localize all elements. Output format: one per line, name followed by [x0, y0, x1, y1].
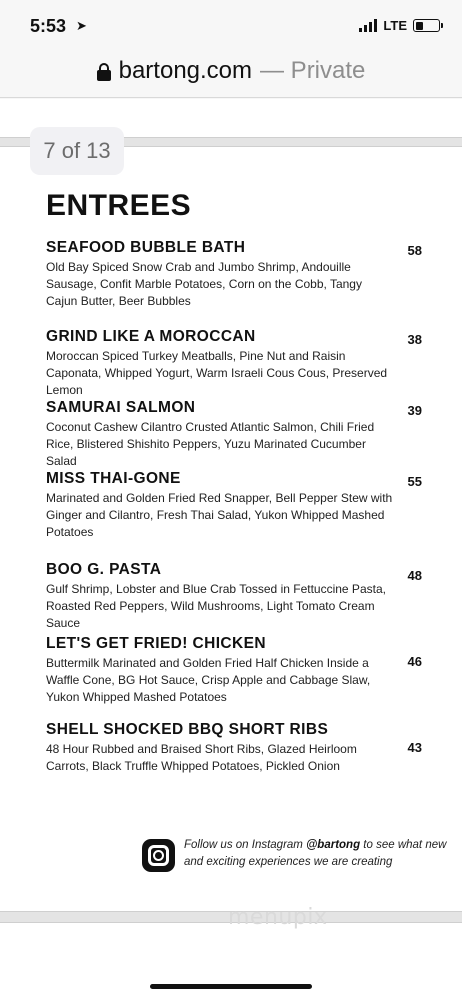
item-description: Gulf Shrimp, Lobster and Blue Crab Tossed in Fettuccine Pasta, Roasted Red Peppers, Wild Mushrooms, Light Tomato Cream Sauce [46, 582, 386, 630]
private-mode-label: — Private [260, 56, 366, 84]
menu-page[interactable] [0, 99, 462, 1000]
menu-item [46, 399, 436, 470]
instagram-promo[interactable] [142, 837, 452, 877]
item-price: 43 [407, 740, 422, 755]
item-price: 58 [407, 243, 422, 258]
item-price: 46 [407, 654, 422, 669]
item-description: Marinated and Golden Fried Red Snapper, Bell Pepper Stew with Ginger and Cilantro, Fresh Thai Salad, Yukon Whipped Mashed Potatoes [46, 491, 393, 539]
menu-item [46, 721, 436, 775]
item-name: GRIND LIKE A MOROCCAN [46, 328, 256, 345]
item-name: BOO G. PASTA [46, 561, 162, 578]
item-name: SAMURAI SALMON [46, 399, 196, 416]
section-heading: ENTREES [46, 189, 192, 222]
battery-level [416, 22, 424, 30]
instagram-icon[interactable] [142, 839, 175, 872]
status-indicators [359, 18, 440, 33]
item-name: SHELL SHOCKED BBQ SHORT RIBS [46, 721, 329, 738]
menu-item [46, 239, 436, 310]
home-indicator[interactable] [150, 984, 312, 989]
item-price: 39 [407, 403, 422, 418]
url-domain: bartong.com [118, 56, 253, 84]
item-description: Coconut Cashew Cilantro Crusted Atlantic Salmon, Chili Fried Rice, Blistered Shishito Peppers, Yuzu Marinated Cucumber Salad [46, 420, 375, 468]
instagram-handle[interactable]: @bartong [306, 839, 361, 851]
item-description: Moroccan Spiced Turkey Meatballs, Pine Nut and Raisin Caponata, Whipped Yogurt, Warm Israeli Cous Cous, Preserved Lemon [46, 349, 388, 397]
address-bar[interactable] [0, 44, 462, 98]
item-description: 48 Hour Rubbed and Braised Short Ribs, Glazed Heirloom Carrots, Black Truffle Whipped Potatoes, Pickled Onion [46, 742, 357, 773]
menu-item [46, 470, 436, 541]
signal-bars-icon [359, 19, 377, 32]
item-price: 48 [407, 568, 422, 583]
menu-item [46, 561, 436, 632]
item-price: 38 [407, 332, 422, 347]
page-counter: 7 of 13 [30, 127, 124, 175]
lock-icon [97, 63, 111, 81]
battery-icon [413, 19, 440, 32]
item-name: MISS THAI-GONE [46, 470, 181, 487]
item-description: Old Bay Spiced Snow Crab and Jumbo Shrimp, Andouille Sausage, Confit Marble Potatoes, Corn on the Cobb, Tangy Cajun Butter, Beer Bubbles [46, 260, 362, 308]
instagram-promo-text [184, 837, 454, 871]
item-name: SEAFOOD BUBBLE BATH [46, 239, 246, 256]
status-time: 5:53 [30, 16, 67, 36]
location-arrow-icon: ➤ [76, 18, 87, 33]
status-bar [0, 0, 462, 44]
item-description: Buttermilk Marinated and Golden Fried Half Chicken Inside a Waffle Cone, BG Hot Sauce, Crisp Apple and Cabbage Slaw, Yukon Whipped Mashed Potatoes [46, 656, 371, 704]
watermark: menupix [228, 905, 328, 930]
network-type: LTE [383, 18, 407, 33]
menu-item [46, 635, 436, 706]
instagram-text-after: to see what new and exciting experiences we are creating [184, 839, 447, 868]
item-name: LET'S GET FRIED! CHICKEN [46, 635, 266, 652]
item-price: 55 [407, 474, 422, 489]
menu-item [46, 328, 436, 399]
instagram-text-before: Follow us on Instagram [184, 839, 307, 851]
